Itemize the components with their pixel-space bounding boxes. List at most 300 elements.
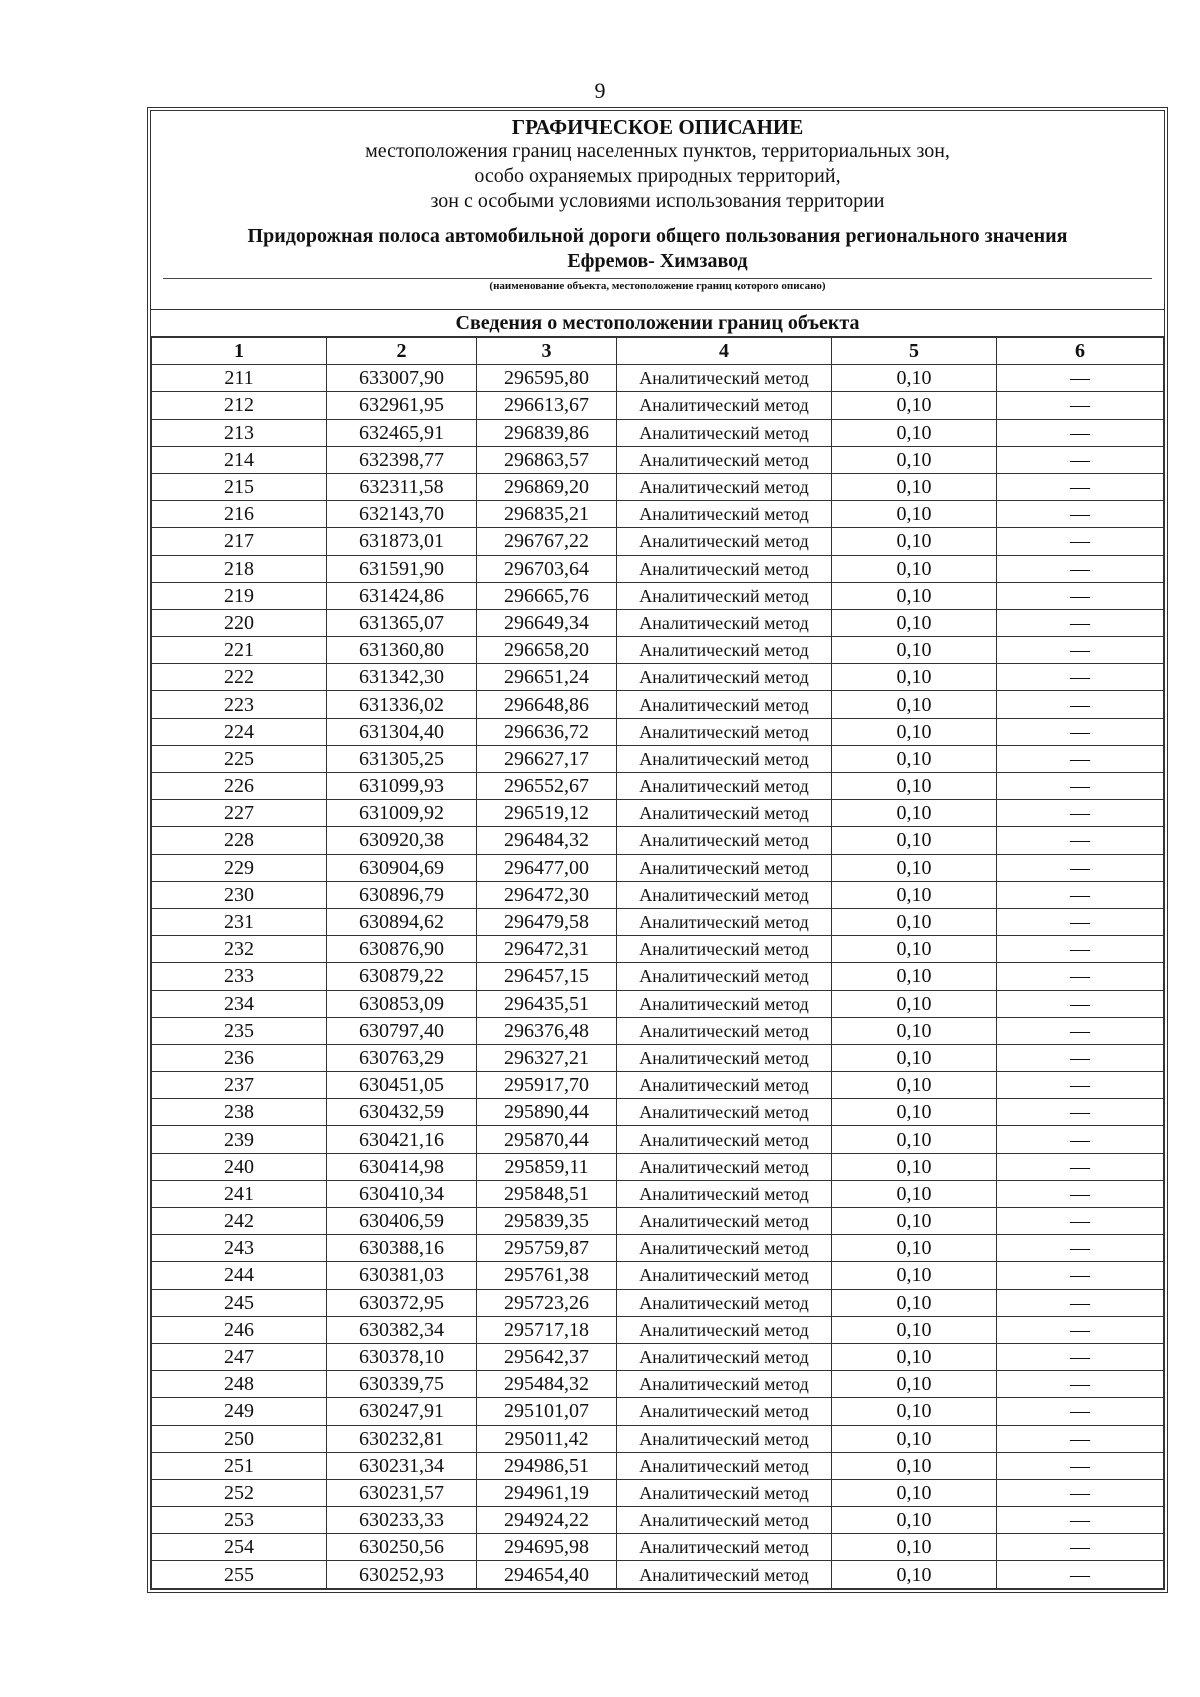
- point-number-cell: 235: [152, 1017, 327, 1044]
- table-row: [152, 773, 1164, 800]
- accuracy-cell: 0,10: [832, 718, 997, 745]
- y-coordinate-cell: 294924,22: [477, 1507, 617, 1534]
- point-number-cell: 218: [152, 555, 327, 582]
- description-cell: —: [997, 501, 1164, 528]
- y-coordinate-cell: 295870,44: [477, 1126, 617, 1153]
- y-coordinate-cell: 296703,64: [477, 555, 617, 582]
- description-cell: —: [997, 827, 1164, 854]
- y-coordinate-cell: 296595,80: [477, 365, 617, 392]
- table-row: [152, 1153, 1164, 1180]
- table-row: [152, 446, 1164, 473]
- method-cell: Аналитический метод: [617, 637, 832, 664]
- accuracy-cell: 0,10: [832, 1099, 997, 1126]
- point-number-cell: 213: [152, 419, 327, 446]
- description-cell: —: [997, 1017, 1164, 1044]
- point-number-cell: 237: [152, 1072, 327, 1099]
- x-coordinate-cell: 630853,09: [327, 990, 477, 1017]
- column-header: 3: [477, 338, 617, 365]
- point-number-cell: 246: [152, 1316, 327, 1343]
- method-cell: Аналитический метод: [617, 664, 832, 691]
- x-coordinate-cell: 630231,34: [327, 1452, 477, 1479]
- x-coordinate-cell: 630920,38: [327, 827, 477, 854]
- accuracy-cell: 0,10: [832, 691, 997, 718]
- y-coordinate-cell: 295723,26: [477, 1289, 617, 1316]
- method-cell: Аналитический метод: [617, 1235, 832, 1262]
- method-cell: Аналитический метод: [617, 1452, 832, 1479]
- column-header: 2: [327, 338, 477, 365]
- table-row: [152, 637, 1164, 664]
- method-cell: Аналитический метод: [617, 609, 832, 636]
- point-number-cell: 223: [152, 691, 327, 718]
- table-row: [152, 1099, 1164, 1126]
- method-cell: Аналитический метод: [617, 1289, 832, 1316]
- y-coordinate-cell: 296649,34: [477, 609, 617, 636]
- column-header: 4: [617, 338, 832, 365]
- y-coordinate-cell: 296658,20: [477, 637, 617, 664]
- method-cell: Аналитический метод: [617, 555, 832, 582]
- subtitle-line-2: особо охраняемых природных территорий,: [474, 165, 841, 187]
- point-number-cell: 247: [152, 1343, 327, 1370]
- column-header: 6: [997, 338, 1164, 365]
- accuracy-cell: 0,10: [832, 419, 997, 446]
- point-number-cell: 219: [152, 582, 327, 609]
- object-name-line-1: Придорожная полоса автомобильной дороги общего пользования регионального значения: [247, 225, 1068, 247]
- point-number-cell: 233: [152, 963, 327, 990]
- description-cell: —: [997, 1371, 1164, 1398]
- table-row: [152, 365, 1164, 392]
- description-cell: —: [997, 718, 1164, 745]
- table-row: [152, 1126, 1164, 1153]
- x-coordinate-cell: 631305,25: [327, 745, 477, 772]
- accuracy-cell: 0,10: [832, 1561, 997, 1588]
- section-title: Сведения о местоположении границ объекта: [151, 310, 1164, 337]
- accuracy-cell: 0,10: [832, 392, 997, 419]
- description-cell: —: [997, 773, 1164, 800]
- point-number-cell: 255: [152, 1561, 327, 1588]
- x-coordinate-cell: 630414,98: [327, 1153, 477, 1180]
- x-coordinate-cell: 630388,16: [327, 1235, 477, 1262]
- description-cell: —: [997, 1561, 1164, 1588]
- point-number-cell: 222: [152, 664, 327, 691]
- accuracy-cell: 0,10: [832, 582, 997, 609]
- object-name-line-2: Ефремов- Химзавод: [567, 250, 748, 272]
- table-row: [152, 1235, 1164, 1262]
- y-coordinate-cell: 294986,51: [477, 1452, 617, 1479]
- point-number-cell: 243: [152, 1235, 327, 1262]
- accuracy-cell: 0,10: [832, 1343, 997, 1370]
- y-coordinate-cell: 296472,30: [477, 881, 617, 908]
- method-cell: Аналитический метод: [617, 419, 832, 446]
- object-caption: (наименование объекта, местоположение границ которого описано): [489, 280, 826, 292]
- x-coordinate-cell: 630372,95: [327, 1289, 477, 1316]
- description-cell: —: [997, 800, 1164, 827]
- method-cell: Аналитический метод: [617, 1208, 832, 1235]
- accuracy-cell: 0,10: [832, 555, 997, 582]
- description-cell: —: [997, 1479, 1164, 1506]
- description-cell: —: [997, 1208, 1164, 1235]
- description-cell: —: [997, 582, 1164, 609]
- coordinates-table: [151, 337, 1164, 1589]
- y-coordinate-cell: 296477,00: [477, 854, 617, 881]
- x-coordinate-cell: 630231,57: [327, 1479, 477, 1506]
- point-number-cell: 215: [152, 473, 327, 500]
- table-row: [152, 1262, 1164, 1289]
- method-cell: Аналитический метод: [617, 908, 832, 935]
- x-coordinate-cell: 630247,91: [327, 1398, 477, 1425]
- x-coordinate-cell: 630232,81: [327, 1425, 477, 1452]
- y-coordinate-cell: 295848,51: [477, 1180, 617, 1207]
- accuracy-cell: 0,10: [832, 1534, 997, 1561]
- table-row: [152, 582, 1164, 609]
- description-cell: —: [997, 1072, 1164, 1099]
- description-cell: —: [997, 854, 1164, 881]
- table-row: [152, 1343, 1164, 1370]
- table-row: [152, 1452, 1164, 1479]
- accuracy-cell: 0,10: [832, 854, 997, 881]
- x-coordinate-cell: 632311,58: [327, 473, 477, 500]
- method-cell: Аналитический метод: [617, 936, 832, 963]
- method-cell: Аналитический метод: [617, 1126, 832, 1153]
- method-cell: Аналитический метод: [617, 1398, 832, 1425]
- y-coordinate-cell: 295011,42: [477, 1425, 617, 1452]
- x-coordinate-cell: 630879,22: [327, 963, 477, 990]
- method-cell: Аналитический метод: [617, 773, 832, 800]
- y-coordinate-cell: 296839,86: [477, 419, 617, 446]
- header-divider: [151, 293, 1164, 310]
- accuracy-cell: 0,10: [832, 936, 997, 963]
- table-row: [152, 800, 1164, 827]
- accuracy-cell: 0,10: [832, 1180, 997, 1207]
- point-number-cell: 226: [152, 773, 327, 800]
- point-number-cell: 212: [152, 392, 327, 419]
- method-cell: Аналитический метод: [617, 1017, 832, 1044]
- accuracy-cell: 0,10: [832, 963, 997, 990]
- y-coordinate-cell: 296376,48: [477, 1017, 617, 1044]
- y-coordinate-cell: 296472,31: [477, 936, 617, 963]
- y-coordinate-cell: 295890,44: [477, 1099, 617, 1126]
- point-number-cell: 241: [152, 1180, 327, 1207]
- accuracy-cell: 0,10: [832, 637, 997, 664]
- method-cell: Аналитический метод: [617, 1180, 832, 1207]
- column-header: 1: [152, 338, 327, 365]
- accuracy-cell: 0,10: [832, 664, 997, 691]
- table-body: [152, 365, 1164, 1588]
- x-coordinate-cell: 630339,75: [327, 1371, 477, 1398]
- point-number-cell: 244: [152, 1262, 327, 1289]
- y-coordinate-cell: 296767,22: [477, 528, 617, 555]
- y-coordinate-cell: 296479,58: [477, 908, 617, 935]
- method-cell: Аналитический метод: [617, 392, 832, 419]
- method-cell: Аналитический метод: [617, 473, 832, 500]
- x-coordinate-cell: 630406,59: [327, 1208, 477, 1235]
- y-coordinate-cell: 296869,20: [477, 473, 617, 500]
- x-coordinate-cell: 631009,92: [327, 800, 477, 827]
- y-coordinate-cell: 295917,70: [477, 1072, 617, 1099]
- point-number-cell: 240: [152, 1153, 327, 1180]
- description-cell: —: [997, 1262, 1164, 1289]
- point-number-cell: 249: [152, 1398, 327, 1425]
- document-title: ГРАФИЧЕСКОЕ ОПИСАНИЕ: [511, 115, 804, 139]
- accuracy-cell: 0,10: [832, 1208, 997, 1235]
- x-coordinate-cell: 631336,02: [327, 691, 477, 718]
- description-cell: —: [997, 1235, 1164, 1262]
- x-coordinate-cell: 630896,79: [327, 881, 477, 908]
- table-row: [152, 854, 1164, 881]
- point-number-cell: 229: [152, 854, 327, 881]
- description-cell: —: [997, 555, 1164, 582]
- y-coordinate-cell: 296863,57: [477, 446, 617, 473]
- table-row: [152, 963, 1164, 990]
- accuracy-cell: 0,10: [832, 528, 997, 555]
- point-number-cell: 221: [152, 637, 327, 664]
- method-cell: Аналитический метод: [617, 990, 832, 1017]
- accuracy-cell: 0,10: [832, 773, 997, 800]
- x-coordinate-cell: 631873,01: [327, 528, 477, 555]
- y-coordinate-cell: 296651,24: [477, 664, 617, 691]
- table-row: [152, 1180, 1164, 1207]
- point-number-cell: 217: [152, 528, 327, 555]
- method-cell: Аналитический метод: [617, 1044, 832, 1071]
- accuracy-cell: 0,10: [832, 1235, 997, 1262]
- point-number-cell: 245: [152, 1289, 327, 1316]
- description-cell: —: [997, 963, 1164, 990]
- accuracy-cell: 0,10: [832, 1289, 997, 1316]
- x-coordinate-cell: 631365,07: [327, 609, 477, 636]
- point-number-cell: 251: [152, 1452, 327, 1479]
- table-row: [152, 419, 1164, 446]
- point-number-cell: 211: [152, 365, 327, 392]
- method-cell: Аналитический метод: [617, 827, 832, 854]
- point-number-cell: 224: [152, 718, 327, 745]
- page-number: 9: [594, 78, 606, 103]
- y-coordinate-cell: 295484,32: [477, 1371, 617, 1398]
- description-cell: —: [997, 881, 1164, 908]
- point-number-cell: 220: [152, 609, 327, 636]
- method-cell: Аналитический метод: [617, 1479, 832, 1506]
- table-row: [152, 501, 1164, 528]
- method-cell: Аналитический метод: [617, 1534, 832, 1561]
- table-row: [152, 1044, 1164, 1071]
- table-header-row: [152, 338, 1164, 365]
- y-coordinate-cell: 296665,76: [477, 582, 617, 609]
- subtitle-line-3: зон с особыми условиями использования территории: [430, 190, 885, 212]
- table-row: [152, 609, 1164, 636]
- table-row: [152, 881, 1164, 908]
- x-coordinate-cell: 631591,90: [327, 555, 477, 582]
- x-coordinate-cell: 630233,33: [327, 1507, 477, 1534]
- description-cell: —: [997, 1180, 1164, 1207]
- description-cell: —: [997, 1534, 1164, 1561]
- y-coordinate-cell: 295642,37: [477, 1343, 617, 1370]
- accuracy-cell: 0,10: [832, 473, 997, 500]
- point-number-cell: 227: [152, 800, 327, 827]
- description-cell: —: [997, 1126, 1164, 1153]
- table-row: [152, 1561, 1164, 1588]
- accuracy-cell: 0,10: [832, 800, 997, 827]
- point-number-cell: 225: [152, 745, 327, 772]
- point-number-cell: 238: [152, 1099, 327, 1126]
- point-number-cell: 232: [152, 936, 327, 963]
- x-coordinate-cell: 630250,56: [327, 1534, 477, 1561]
- table-row: [152, 827, 1164, 854]
- document-frame: [150, 110, 1165, 1590]
- table-row: [152, 936, 1164, 963]
- accuracy-cell: 0,10: [832, 1398, 997, 1425]
- method-cell: Аналитический метод: [617, 1561, 832, 1588]
- table-row: [152, 1017, 1164, 1044]
- table-row: [152, 664, 1164, 691]
- method-cell: Аналитический метод: [617, 1425, 832, 1452]
- x-coordinate-cell: 630763,29: [327, 1044, 477, 1071]
- column-header: 5: [832, 338, 997, 365]
- table-row: [152, 392, 1164, 419]
- description-cell: —: [997, 609, 1164, 636]
- subtitle-line-1: местоположения границ населенных пунктов, территориальных зон,: [365, 140, 950, 162]
- description-cell: —: [997, 1316, 1164, 1343]
- y-coordinate-cell: 296636,72: [477, 718, 617, 745]
- point-number-cell: 242: [152, 1208, 327, 1235]
- table-row: [152, 691, 1164, 718]
- y-coordinate-cell: 295759,87: [477, 1235, 617, 1262]
- description-cell: —: [997, 419, 1164, 446]
- accuracy-cell: 0,10: [832, 1017, 997, 1044]
- description-cell: —: [997, 1507, 1164, 1534]
- description-cell: —: [997, 1452, 1164, 1479]
- description-cell: —: [997, 1343, 1164, 1370]
- table-row: [152, 1534, 1164, 1561]
- x-coordinate-cell: 631342,30: [327, 664, 477, 691]
- table-row: [152, 528, 1164, 555]
- point-number-cell: 239: [152, 1126, 327, 1153]
- y-coordinate-cell: 296648,86: [477, 691, 617, 718]
- method-cell: Аналитический метод: [617, 854, 832, 881]
- x-coordinate-cell: 630432,59: [327, 1099, 477, 1126]
- y-coordinate-cell: 296613,67: [477, 392, 617, 419]
- x-coordinate-cell: 631099,93: [327, 773, 477, 800]
- description-cell: —: [997, 1425, 1164, 1452]
- accuracy-cell: 0,10: [832, 1126, 997, 1153]
- accuracy-cell: 0,10: [832, 1452, 997, 1479]
- x-coordinate-cell: 630451,05: [327, 1072, 477, 1099]
- x-coordinate-cell: 633007,90: [327, 365, 477, 392]
- description-cell: —: [997, 990, 1164, 1017]
- table-row: [152, 990, 1164, 1017]
- x-coordinate-cell: 630421,16: [327, 1126, 477, 1153]
- accuracy-cell: 0,10: [832, 1479, 997, 1506]
- y-coordinate-cell: 295839,35: [477, 1208, 617, 1235]
- method-cell: Аналитический метод: [617, 528, 832, 555]
- x-coordinate-cell: 630904,69: [327, 854, 477, 881]
- description-cell: —: [997, 1044, 1164, 1071]
- x-coordinate-cell: 632961,95: [327, 392, 477, 419]
- accuracy-cell: 0,10: [832, 609, 997, 636]
- table-row: [152, 1479, 1164, 1506]
- description-cell: —: [997, 1398, 1164, 1425]
- point-number-cell: 252: [152, 1479, 327, 1506]
- x-coordinate-cell: 630894,62: [327, 908, 477, 935]
- accuracy-cell: 0,10: [832, 881, 997, 908]
- x-coordinate-cell: 630797,40: [327, 1017, 477, 1044]
- table-row: [152, 718, 1164, 745]
- accuracy-cell: 0,10: [832, 1044, 997, 1071]
- accuracy-cell: 0,10: [832, 1316, 997, 1343]
- method-cell: Аналитический метод: [617, 1099, 832, 1126]
- y-coordinate-cell: 296457,15: [477, 963, 617, 990]
- document-header: [151, 111, 1164, 310]
- method-cell: Аналитический метод: [617, 1371, 832, 1398]
- y-coordinate-cell: 296327,21: [477, 1044, 617, 1071]
- accuracy-cell: 0,10: [832, 365, 997, 392]
- y-coordinate-cell: 295101,07: [477, 1398, 617, 1425]
- accuracy-cell: 0,10: [832, 1371, 997, 1398]
- point-number-cell: 236: [152, 1044, 327, 1071]
- method-cell: Аналитический метод: [617, 881, 832, 908]
- y-coordinate-cell: 296552,67: [477, 773, 617, 800]
- table-row: [152, 1507, 1164, 1534]
- point-number-cell: 253: [152, 1507, 327, 1534]
- table-row: [152, 1316, 1164, 1343]
- point-number-cell: 231: [152, 908, 327, 935]
- accuracy-cell: 0,10: [832, 745, 997, 772]
- description-cell: —: [997, 1153, 1164, 1180]
- method-cell: Аналитический метод: [617, 1507, 832, 1534]
- x-coordinate-cell: 630410,34: [327, 1180, 477, 1207]
- x-coordinate-cell: 631360,80: [327, 637, 477, 664]
- method-cell: Аналитический метод: [617, 501, 832, 528]
- x-coordinate-cell: 630381,03: [327, 1262, 477, 1289]
- y-coordinate-cell: 296519,12: [477, 800, 617, 827]
- accuracy-cell: 0,10: [832, 1507, 997, 1534]
- accuracy-cell: 0,10: [832, 1153, 997, 1180]
- y-coordinate-cell: 294654,40: [477, 1561, 617, 1588]
- method-cell: Аналитический метод: [617, 1262, 832, 1289]
- table-row: [152, 1425, 1164, 1452]
- point-number-cell: 216: [152, 501, 327, 528]
- method-cell: Аналитический метод: [617, 1072, 832, 1099]
- x-coordinate-cell: 630382,34: [327, 1316, 477, 1343]
- point-number-cell: 254: [152, 1534, 327, 1561]
- y-coordinate-cell: 296435,51: [477, 990, 617, 1017]
- description-cell: —: [997, 1289, 1164, 1316]
- table-row: [152, 1208, 1164, 1235]
- description-cell: —: [997, 637, 1164, 664]
- y-coordinate-cell: 294961,19: [477, 1479, 617, 1506]
- point-number-cell: 228: [152, 827, 327, 854]
- accuracy-cell: 0,10: [832, 501, 997, 528]
- description-cell: —: [997, 392, 1164, 419]
- accuracy-cell: 0,10: [832, 908, 997, 935]
- x-coordinate-cell: 630876,90: [327, 936, 477, 963]
- y-coordinate-cell: 295717,18: [477, 1316, 617, 1343]
- description-cell: —: [997, 1099, 1164, 1126]
- method-cell: Аналитический метод: [617, 800, 832, 827]
- table-row: [152, 1072, 1164, 1099]
- x-coordinate-cell: 632465,91: [327, 419, 477, 446]
- table-row: [152, 908, 1164, 935]
- accuracy-cell: 0,10: [832, 446, 997, 473]
- y-coordinate-cell: 294695,98: [477, 1534, 617, 1561]
- accuracy-cell: 0,10: [832, 1425, 997, 1452]
- description-cell: —: [997, 528, 1164, 555]
- description-cell: —: [997, 473, 1164, 500]
- description-cell: —: [997, 691, 1164, 718]
- description-cell: —: [997, 936, 1164, 963]
- table-row: [152, 473, 1164, 500]
- method-cell: Аналитический метод: [617, 963, 832, 990]
- accuracy-cell: 0,10: [832, 1072, 997, 1099]
- description-cell: —: [997, 365, 1164, 392]
- x-coordinate-cell: 632398,77: [327, 446, 477, 473]
